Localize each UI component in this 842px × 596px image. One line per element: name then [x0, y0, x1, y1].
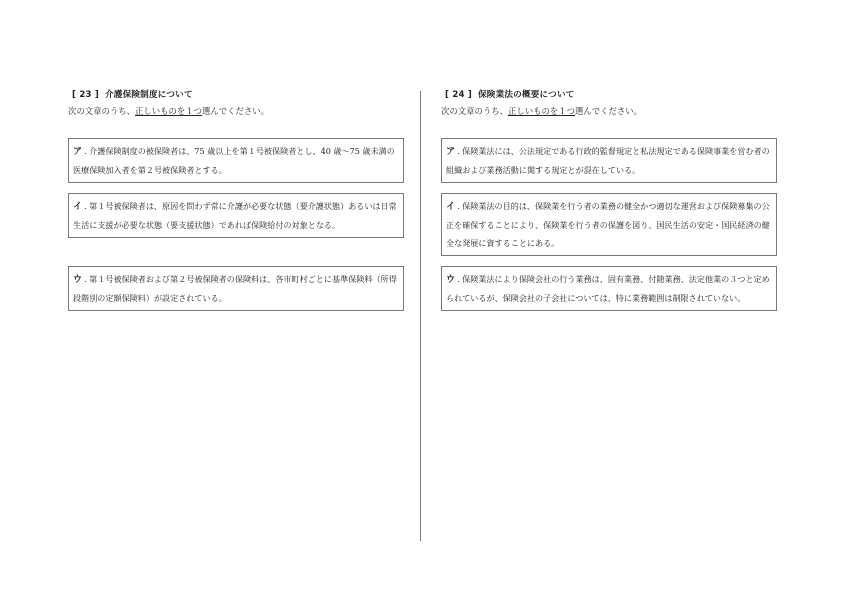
option-mark: イ: [446, 202, 456, 212]
column-divider: [420, 91, 421, 541]
question-24: [441, 88, 781, 303]
question-24-number: [ 24 ]: [445, 90, 472, 100]
option-text: . 保険業法により保険会社の行う業務は、固有業務、付随業務、法定他業の３つと定められているが、保険会社の子会社については、特に業務範囲は制限されていない。: [446, 274, 770, 303]
question-23-option-a[interactable]: [68, 138, 404, 183]
option-text: . 第１号被保険者は、原因を問わず常に介護が必要な状態（要介護状態）あるいは日常生活に支援が必要な状態（要支援状態）であれば保険給付の対象となる。: [73, 201, 397, 230]
instruction-suffix: 選んでください。: [202, 106, 269, 116]
question-23-instruction: [68, 105, 408, 117]
question-23-heading: [72, 88, 408, 102]
option-mark: ウ: [73, 275, 83, 285]
question-23-title: 介護保険制度について: [105, 90, 193, 100]
instruction-prefix: 次の文章のうち、: [441, 106, 508, 116]
option-text: . 介護保険制度の被保険者は、75 歳以上を第１号被保険者とし、40 歳〜75 歳未満の医療保険加入者を第２号被保険者とする。: [73, 146, 395, 175]
option-text: . 保険業法の目的は、保険業を行う者の業務の健全かつ適切な運営および保険募集の公正を確保することにより、保険業を行う者の保護を図り、国民生活の安定・国民経済の健全な発展に資することにある。: [446, 201, 770, 248]
question-24-option-a[interactable]: [441, 138, 777, 183]
option-mark: イ: [73, 202, 83, 212]
option-text: . 第１号被保険者および第２号被保険者の保険料は、各市町村ごとに基準保険料（所得段階別の定額保険料）が設定されている。: [73, 274, 397, 303]
question-24-option-b[interactable]: [441, 193, 777, 256]
option-text: . 保険業法には、公法規定である行政的監督規定と私法規定である保険事業を営む者の組織および業務活動に関する規定とが混在している。: [446, 146, 770, 175]
question-24-heading: [445, 88, 781, 102]
instruction-emphasis: 正しいものを１つ: [135, 106, 202, 116]
instruction-prefix: 次の文章のうち、: [68, 106, 135, 116]
question-24-title: 保険業法の概要について: [478, 90, 575, 100]
instruction-suffix: 選んでください。: [575, 106, 642, 116]
option-mark: ア: [73, 147, 83, 157]
option-mark: ア: [446, 147, 456, 157]
option-mark: ウ: [446, 275, 456, 285]
question-23-number: [ 23 ]: [72, 90, 99, 100]
question-24-option-c[interactable]: [441, 266, 777, 311]
question-24-instruction: [441, 105, 781, 117]
instruction-emphasis: 正しいものを１つ: [508, 106, 575, 116]
question-23-option-b[interactable]: [68, 193, 404, 238]
question-23-option-c[interactable]: [68, 266, 404, 311]
question-23: [68, 88, 408, 303]
